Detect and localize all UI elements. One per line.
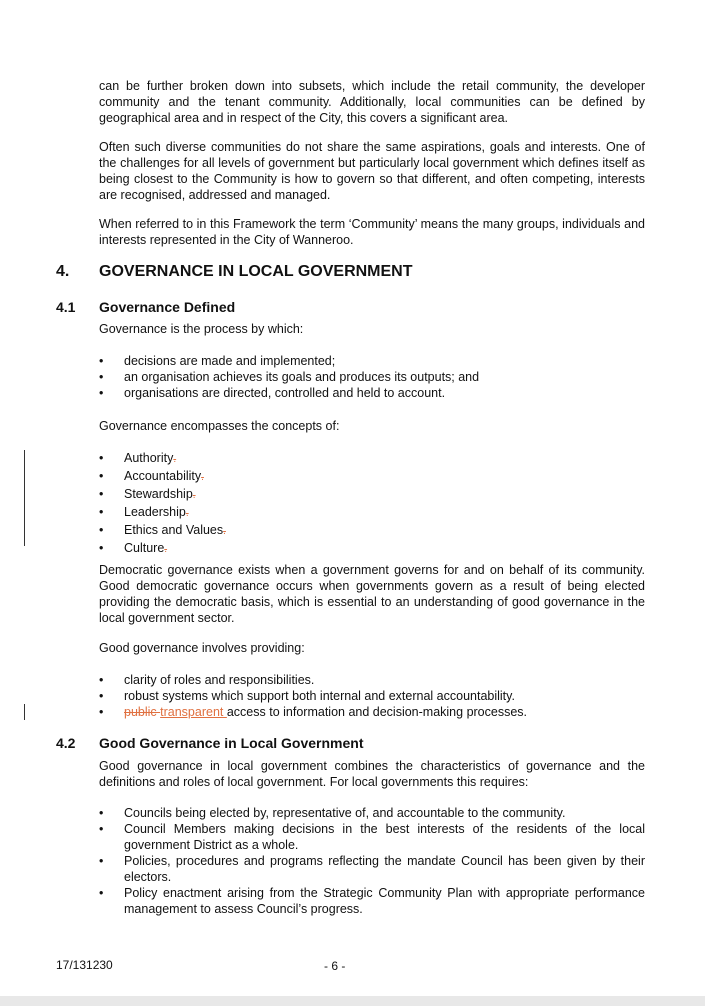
bullet-icon: • (99, 806, 104, 820)
bullet-icon: • (99, 689, 104, 703)
governance-lead: Governance is the process by which: (99, 322, 304, 336)
bullet-icon: • (99, 886, 104, 900)
document-reference: 17/131230 (56, 958, 113, 972)
good-governance-list (99, 672, 645, 720)
list-item: • Accountability. (99, 469, 204, 483)
deleted-period: . (223, 526, 226, 537)
list-item: • Ethics and Values. (99, 523, 226, 537)
section-4-1-number: 4.1 (56, 299, 76, 315)
intro-paragraph-3: When referred to in this Framework the term ‘Community’ means the many groups, individuals and interests represented in the City of Wanneroo. (99, 217, 645, 247)
list-item: • Council Members making decisions in the best interests of the residents of the local government District as a whole. (99, 822, 645, 852)
list-item: • clarity of roles and responsibilities. (99, 673, 315, 687)
democratic-governance-paragraph: Democratic governance exists when a government governs for and on behalf of its community. Good democratic governance occurs when governments govern as a result of being elected providing the democratic basis, which is essential to an understanding of good governance in the local government sector. (99, 563, 645, 625)
page-bottom-edge (0, 996, 705, 1006)
change-bar (24, 450, 25, 546)
local-governance-list (99, 805, 645, 917)
list-item: • organisations are directed, controlled and held to account. (99, 386, 446, 400)
section-4-1-title: Governance Defined (99, 299, 236, 315)
concepts-lead: Governance encompasses the concepts of: (99, 419, 340, 433)
bullet-icon: • (99, 673, 104, 687)
bullet-icon: • (99, 451, 104, 465)
list-item: • decisions are made and implemented; (99, 354, 336, 368)
deleted-period: . (164, 544, 168, 555)
bullet-icon: • (99, 705, 104, 719)
bullet-icon: • (99, 854, 104, 868)
bullet-icon: • (99, 822, 104, 836)
bullet-icon: • (99, 541, 104, 555)
intro-paragraph-2: Often such diverse communities do not share the same aspirations, goals and interests. One of the challenges for all levels of government but particularly local government which defines itself as being closest to the Community is how to govern so that different, and often competing, interests are recognised, addressed and managed. (99, 140, 645, 202)
local-governance-lead: Good governance in local government combines the characteristics of governance and the definitions and roles of local government. For local governments this requires: (99, 759, 645, 789)
section-4-2-number: 4.2 (56, 735, 76, 751)
bullet-icon: • (99, 386, 104, 400)
list-item: • robust systems which support both internal and external accountability. (99, 689, 515, 703)
list-item: • Stewardship. (99, 487, 196, 501)
section-4-1-heading (56, 298, 235, 316)
governance-process-list (99, 353, 645, 401)
list-item: • Policy enactment arising from the Strategic Community Plan with appropriate performance management to assess Council’s progress. (99, 886, 645, 916)
concepts-list (99, 450, 645, 558)
list-item: • Authority. (99, 451, 177, 465)
intro-paragraph-1: can be further broken down into subsets, which include the retail community, the developer community and the tenant community. Additionally, local communities can be defined by geographical area and in respect of the City, this covers a significant area. (99, 79, 645, 125)
section-4-number: 4. (56, 263, 70, 280)
list-item: • an organisation achieves its goals and produces its outputs; and (99, 370, 480, 384)
good-governance-lead: Good governance involves providing: (99, 641, 305, 655)
deleted-period: . (201, 472, 204, 483)
bullet-icon: • (99, 505, 104, 519)
list-item: • Culture. (99, 541, 168, 555)
list-item: • Policies, procedures and programs reflecting the mandate Council has been given by their electors. (99, 854, 645, 884)
bullet-icon: • (99, 487, 104, 501)
bullet-icon: • (99, 469, 104, 483)
section-4-2-heading (56, 734, 364, 752)
section-4-heading (56, 262, 413, 282)
deleted-period: . (173, 454, 177, 465)
change-bar (24, 704, 25, 720)
tracked-deletion: public (124, 705, 161, 719)
bullet-icon: • (99, 523, 104, 537)
deleted-period: . (192, 490, 196, 501)
list-item: • Leadership. (99, 505, 189, 519)
section-4-2-title: Good Governance in Local Government (99, 735, 364, 751)
tracked-insertion: transparent (160, 705, 227, 719)
list-item: • Councils being elected by, representative of, and accountable to the community. (99, 806, 566, 820)
bullet-icon: • (99, 354, 104, 368)
deleted-period: . (185, 508, 189, 519)
section-4-title: GOVERNANCE IN LOCAL GOVERNMENT (99, 263, 413, 280)
page-number: - 6 - (324, 959, 346, 973)
bullet-icon: • (99, 370, 104, 384)
list-item: • public transparent access to information and decision-making processes. (99, 705, 528, 719)
